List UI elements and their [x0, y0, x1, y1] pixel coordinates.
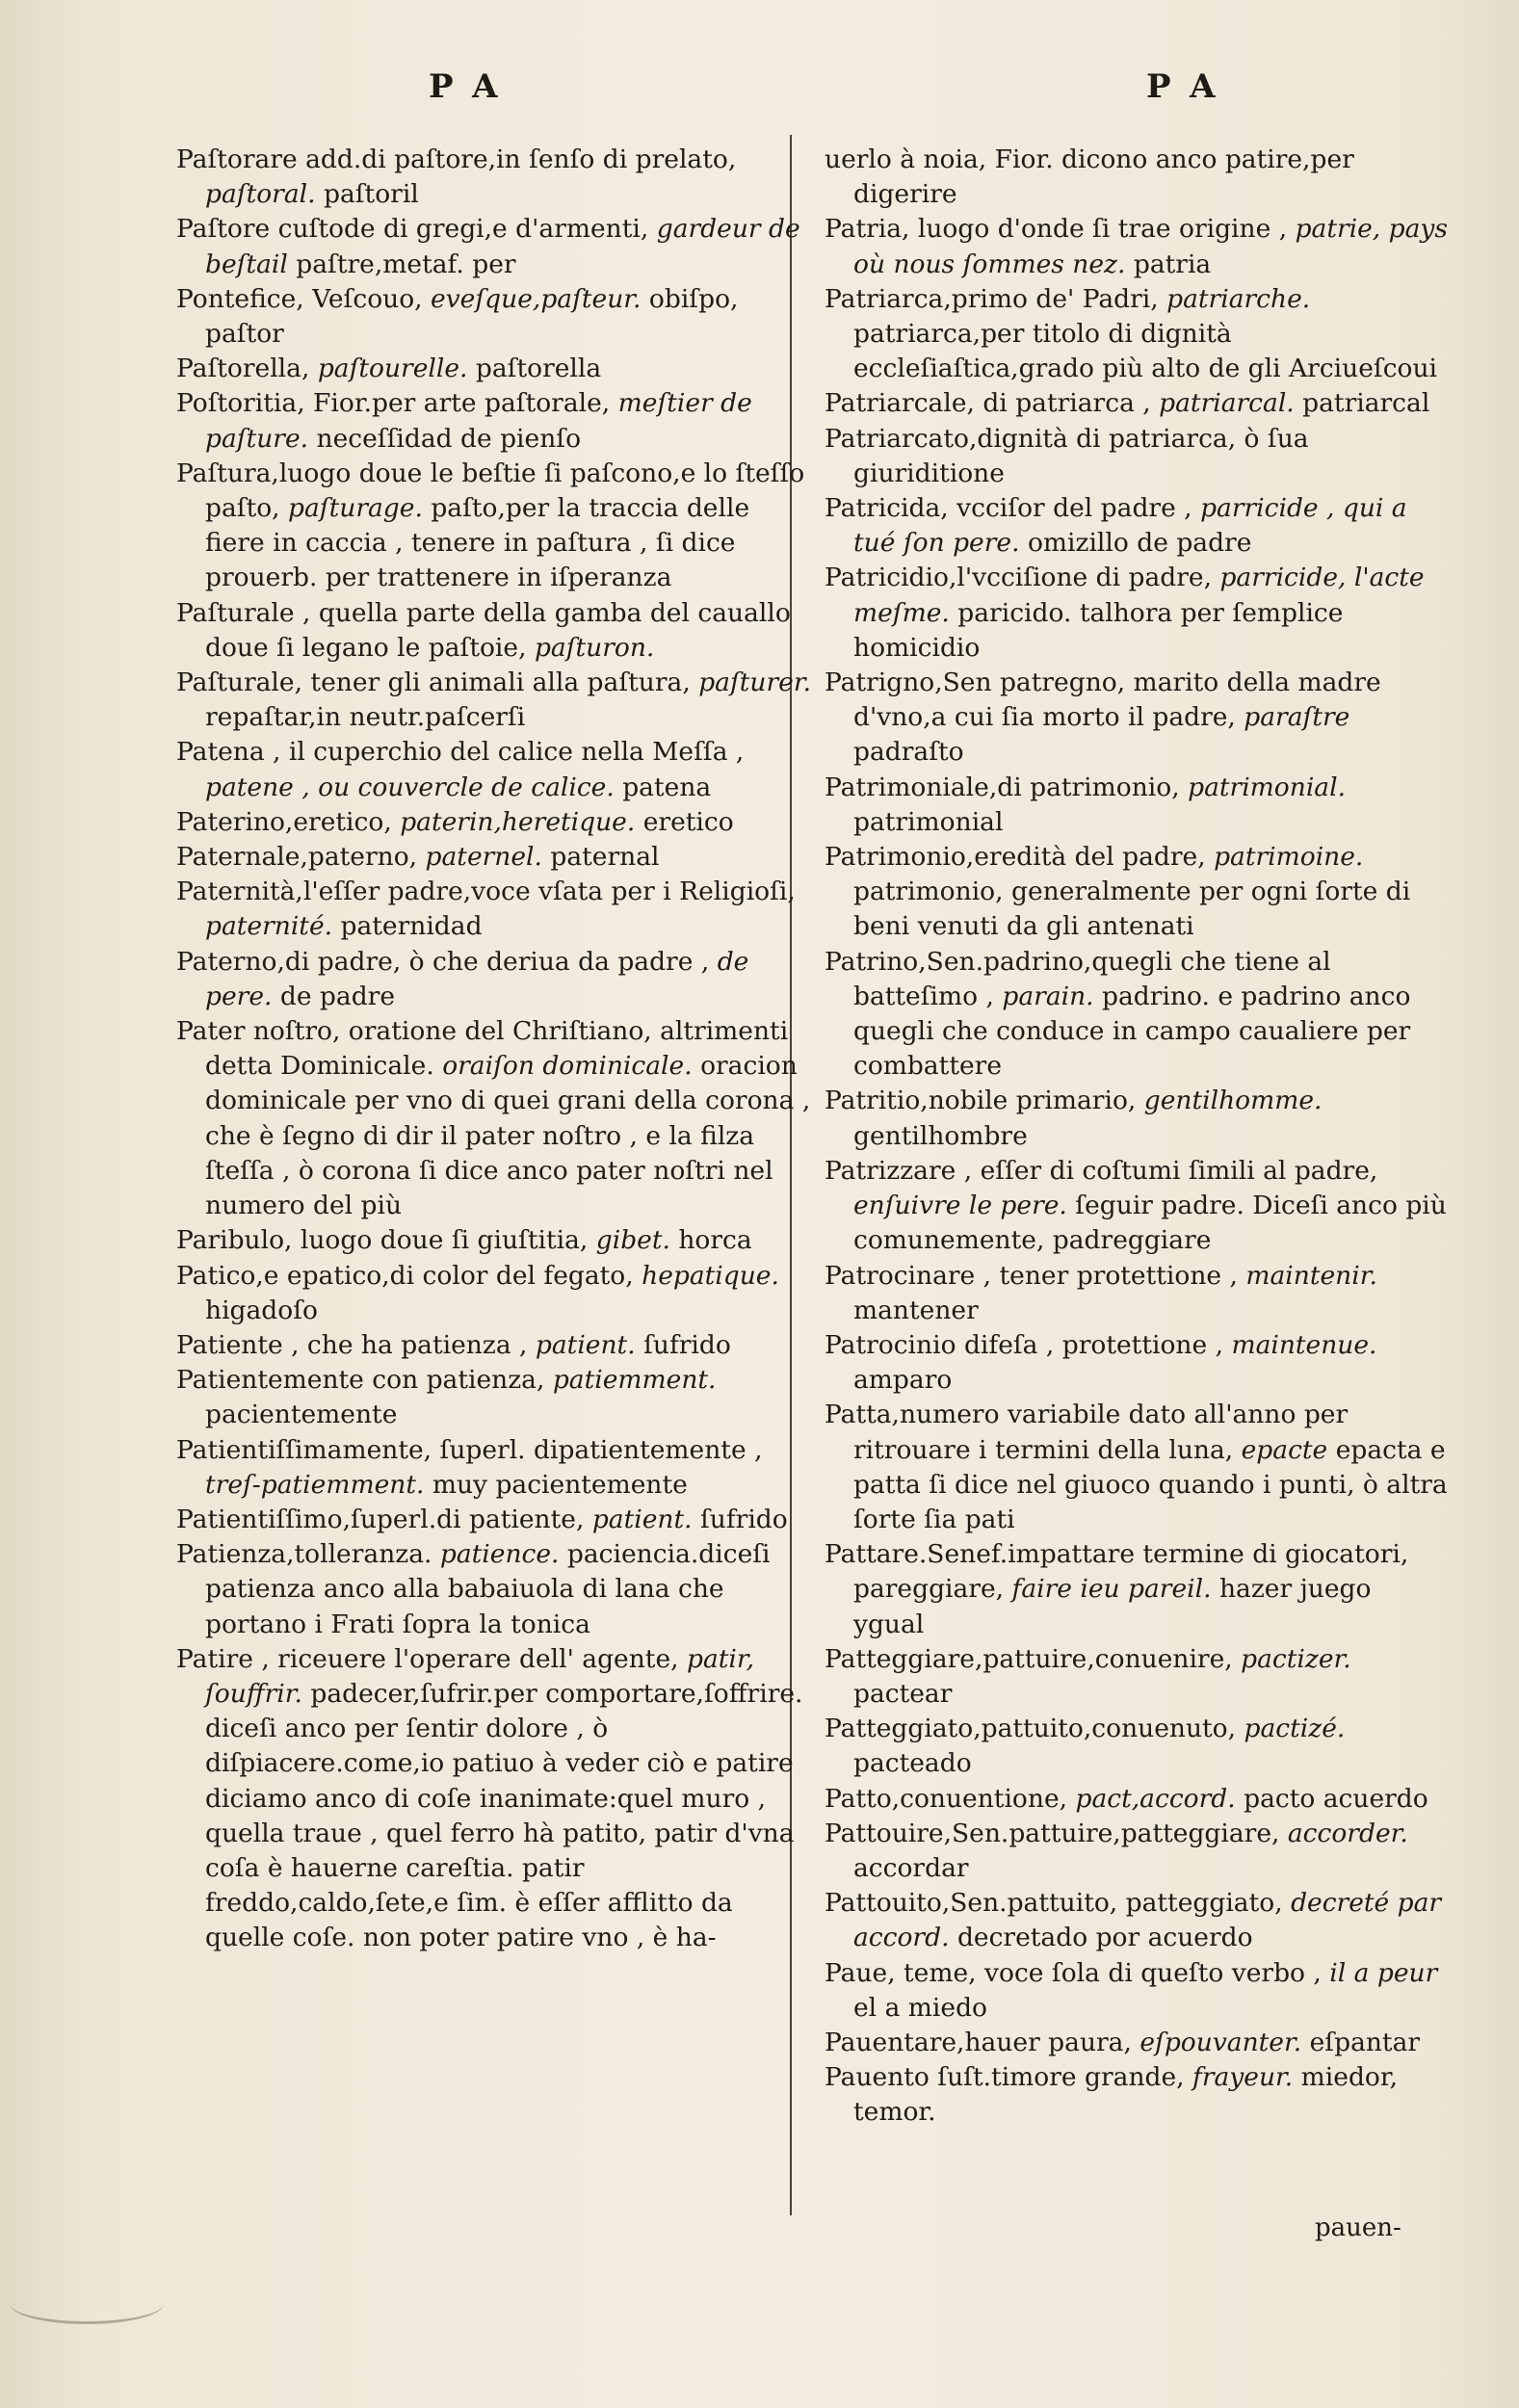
entry-spanish-tail: muy pacientemente [432, 1469, 688, 1500]
entry-spanish-tail: padecer,ſufrir.per comportare,ſoffrire. diceſi anco per ſentir dolore , ò diſpiacere.come,io patiuo à veder ciò e patire diciamo anco di coſe inanimate:quel muro , quella traue , quel ferro hà patito, patir d'vna coſa è hauerne careſtia. patir freddo,caldo,ſete,e ſim. è eſſer afflitto da quelle coſe. non poter patire vno , è ha- [205, 1678, 803, 1953]
entry-text: Poſtoritia, Fior.per arte paſtorale, [176, 388, 611, 419]
entry-spanish-tail: eſpantar [1309, 2027, 1421, 2057]
dictionary-entry [176, 282, 812, 352]
entry-spanish-tail: neceſſidad de pienſo [316, 423, 582, 454]
entry-text: Pattouire,Sen.pattuire,patteggiare, [825, 1818, 1280, 1848]
entry-text: uerlo à noia, Fior. dicono anco patire,per digerire [825, 144, 1354, 210]
dictionary-entry [825, 386, 1449, 421]
dictionary-entry [176, 735, 812, 804]
entry-text: Paribulo, luogo doue ſi giuſtitia, [176, 1225, 589, 1256]
entry-text: Patiente , che ha patienza , [176, 1329, 528, 1360]
entry-french-gloss: patience. [439, 1539, 560, 1570]
entry-french-gloss: patient. [535, 1329, 636, 1360]
dictionary-entry [825, 1537, 1449, 1642]
dictionary-entry [825, 1328, 1449, 1398]
entry-text: Patrigno,Sen patregno, marito della madre d'vno,a cui ſia morto il padre, [825, 667, 1381, 733]
entry-text: Patrocinio difeſa , protettione , [825, 1329, 1223, 1360]
entry-text: Patena , il cuperchio del calice nella Meſſa , [176, 737, 745, 768]
entry-french-gloss: faire ieu pareil. [1011, 1574, 1212, 1605]
entry-spanish-tail: accordar [853, 1852, 969, 1883]
entry-spanish-tail: epacta e patta ſi dice nel giuoco quando i punti, ò altra ſorte ſia pati [853, 1434, 1448, 1534]
dictionary-entry [825, 1398, 1449, 1537]
entry-french-gloss: maintenue. [1231, 1329, 1377, 1360]
entry-text: Paterino,eretico, [176, 806, 392, 837]
entry-french-gloss: patriarche. [1166, 283, 1311, 314]
dictionary-entry [176, 805, 812, 840]
entry-spanish-tail: ſufrido [643, 1329, 731, 1360]
entry-text: Paſtore cuſtode di gregi,e d'armenti, [176, 214, 649, 245]
entry-text: Patico,e epatico,di color del fegato, [176, 1260, 634, 1291]
entry-french-gloss: de pere. [205, 946, 749, 1011]
entry-text: Paternità,l'eſſer padre,voce vſata per i Religioſi, [176, 877, 796, 907]
entry-text: Patientiſſimo,ſuperl.di patiente, [176, 1504, 585, 1534]
entry-french-gloss: patrimoine. [1214, 842, 1364, 873]
entry-text: Paternale,paterno, [176, 842, 418, 873]
dictionary-entry [176, 457, 812, 596]
dictionary-entry [825, 1642, 1449, 1712]
entry-french-gloss: paſturer. [698, 667, 812, 698]
dictionary-entry [825, 1712, 1449, 1781]
entry-french-gloss: oraiſon dominicale. [442, 1051, 693, 1082]
dictionary-entry [176, 1642, 812, 1956]
dictionary-entry [825, 143, 1449, 212]
dictionary-entry [825, 1782, 1449, 1817]
entry-spanish-tail: patrimonial [853, 806, 1004, 837]
entry-text: Pattare.Senef.impattare termine di giocatori, pareggiare, [825, 1539, 1409, 1605]
entry-text: Patientiſſimamente, ſuperl. dipatientemente , [176, 1434, 763, 1465]
entry-french-gloss: decreté par accord. [853, 1888, 1442, 1953]
entry-french-gloss: paterin,heretique. [400, 806, 636, 837]
entry-spanish-tail: mantener [853, 1295, 979, 1325]
entry-french-gloss: paraſtre [1244, 702, 1350, 733]
entry-text: Paſtorare add.di paſtore,in ſenſo di prelato, [176, 144, 737, 174]
entry-french-gloss: gibet. [595, 1225, 670, 1256]
entry-text: Patria, luogo d'onde ſi trae origine , [825, 214, 1288, 245]
dictionary-entry [825, 1817, 1449, 1886]
entry-spanish-tail: miedor, temor. [853, 2062, 1399, 2128]
left-running-head: PA [429, 67, 519, 106]
entry-french-gloss: pact,accord. [1075, 1783, 1236, 1814]
entry-text: Paſturale , quella parte della gamba del cauallo doue ſi legano le paſtoie, [176, 597, 791, 663]
catchword: pauen- [1315, 2213, 1401, 2242]
entry-text: Paſturale, tener gli animali alla paſtura, [176, 667, 691, 698]
entry-spanish-tail: paricido. talhora per ſemplice homicidio [853, 597, 1344, 663]
dictionary-entry [825, 491, 1449, 561]
entry-french-gloss: patient. [591, 1504, 693, 1534]
entry-spanish-tail: oracion dominicale per vno di quei grani della corona , che è ſegno di dir il pater noſtro , e la filza ſteſſa , ò corona ſi dice anco pater noſtri nel numero del più [205, 1051, 811, 1221]
entry-spanish-tail: patena [622, 772, 712, 802]
entry-french-gloss: eſpouvanter. [1139, 2027, 1302, 2057]
entry-spanish-tail: paſtoril [323, 179, 419, 210]
entry-text: Patricidio,l'vcciſione di padre, [825, 563, 1213, 593]
dictionary-entry [825, 1956, 1449, 2026]
entry-french-gloss: paternité. [205, 911, 333, 942]
dictionary-entry [176, 875, 812, 944]
entry-text: Patritio,nobile primario, [825, 1086, 1137, 1116]
entry-french-gloss: paſturon. [534, 632, 655, 663]
right-running-head: PA [1146, 67, 1237, 106]
dictionary-entry [825, 666, 1449, 771]
entry-spanish-tail: hazer juego ygual [853, 1574, 1372, 1639]
right-column [825, 143, 1449, 2131]
dictionary-entry [176, 596, 812, 666]
dictionary-entry [176, 212, 812, 281]
dictionary-entry [176, 666, 812, 735]
entry-text: Patrizzare , eſſer di coſtumi ſimili al padre, [825, 1155, 1378, 1186]
entry-spanish-tail: padraſto [853, 737, 964, 768]
entry-spanish-tail: amparo [853, 1365, 953, 1396]
entry-spanish-tail: higadoſo [205, 1295, 318, 1325]
dictionary-entry [176, 352, 812, 386]
entry-french-gloss: paſturage. [288, 493, 423, 524]
entry-french-gloss: paſtourelle. [317, 353, 468, 384]
entry-spanish-tail: pacteado [853, 1748, 972, 1779]
dictionary-entry [825, 212, 1449, 281]
entry-text: Patto,conuentione, [825, 1783, 1068, 1814]
dictionary-entry [176, 1223, 812, 1258]
entry-spanish-tail: horca [678, 1225, 752, 1256]
entry-french-gloss: patriarcal. [1159, 388, 1295, 419]
entry-french-gloss: parricide, l'acte meſme. [853, 563, 1425, 628]
dictionary-entry [825, 771, 1449, 840]
entry-french-gloss: hepatique. [642, 1260, 779, 1291]
dictionary-entry [176, 1259, 812, 1328]
entry-spanish-tail: paſto,per la traccia delle fiere in caccia , tenere in paſtura , ſi dice prouerb. per trattenere in iſperanza [205, 493, 750, 593]
dictionary-entry [825, 2026, 1449, 2060]
entry-spanish-tail: omizillo de padre [1027, 528, 1252, 559]
entry-text: Pauentare,hauer paura, [825, 2027, 1132, 2057]
entry-spanish-tail: eretico [642, 806, 734, 837]
dictionary-entry [825, 945, 1449, 1085]
dictionary-entry [825, 561, 1449, 666]
entry-text: Pauento ſuſt.timore grande, [825, 2062, 1185, 2093]
entry-text: Patta,numero variabile dato all'anno per ritrouare i termini della luna, [825, 1400, 1349, 1465]
entry-text: Patienza,tolleranza. [176, 1539, 432, 1570]
entry-text: Patteggiato,pattuito,conuenuto, [825, 1714, 1237, 1744]
entry-french-gloss: paternel. [425, 842, 542, 873]
entry-text: Paterno,di padre, ò che deriua da padre , [176, 946, 710, 977]
dictionary-entry [825, 1154, 1449, 1259]
entry-text: Patrimoniale,di patrimonio, [825, 772, 1180, 802]
dictionary-entry [825, 2060, 1449, 2130]
entry-spanish-tail: patriarca,per titolo di dignità eccleſiaſtica,grado più alto de gli Arciueſcoui [853, 319, 1438, 384]
entry-french-gloss: patir, ſouffrir. [205, 1643, 755, 1709]
page-smudge [10, 2283, 164, 2324]
entry-spanish-tail: ſufrido [699, 1504, 788, 1534]
entry-french-gloss: pactizé. [1244, 1714, 1346, 1744]
dictionary-entry [176, 840, 812, 875]
dictionary-entry [176, 386, 812, 456]
entry-spanish-tail: paſtre,metaf. per [296, 249, 516, 279]
entry-text: Paue, teme, voce ſola di queſto verbo , [825, 1957, 1322, 1988]
entry-text: Patriarcale, di patriarca , [825, 388, 1151, 419]
entry-spanish-tail: patriarcal [1302, 388, 1430, 419]
entry-text: Patrimonio,eredità del padre, [825, 842, 1206, 873]
entry-spanish-tail: patrimonio, generalmente per ogni ſorte di beni venuti da gli antenati [853, 877, 1411, 942]
entry-spanish-tail: repaſtar,in neutr.paſcerſi [205, 702, 526, 733]
entry-french-gloss: patiemment. [552, 1365, 717, 1396]
entry-spanish-tail: gentilhombre [853, 1120, 1028, 1151]
dictionary-entry [825, 840, 1449, 945]
entry-french-gloss: patene , ou couvercle de calice. [205, 772, 615, 802]
entry-french-gloss: frayeur. [1192, 2062, 1294, 2093]
entry-text: Pater noſtro, oratione del Chriſtiano, altrimenti detta Dominicale. [176, 1016, 789, 1082]
entry-spanish-tail: paciencia.diceſi patienza anco alla babaiuola di lana che portano i Frati ſopra la tonica [205, 1539, 771, 1639]
entry-spanish-tail: padrino. e padrino anco quegli che conduce in campo caualiere per combattere [853, 981, 1411, 1082]
entry-text: Patriarcato,dignità di patriarca, ò ſua giuriditione [825, 423, 1309, 488]
entry-spanish-tail: ſeguir padre. Diceſi anco più comunemente, padreggiare [853, 1191, 1447, 1256]
entry-french-gloss: patrimonial. [1188, 772, 1346, 802]
dictionary-entry [825, 1084, 1449, 1153]
dictionary-entry [825, 1259, 1449, 1328]
entry-french-gloss: eveſque,paſteur. [431, 283, 642, 314]
entry-spanish-tail: pactear [853, 1678, 953, 1709]
entry-french-gloss: meſtier de paſture. [205, 388, 752, 454]
entry-french-gloss: gentilhomme. [1143, 1086, 1323, 1116]
entry-text: Patteggiare,pattuire,conuenire, [825, 1643, 1233, 1674]
entry-spanish-tail: patria [1133, 249, 1212, 279]
entry-french-gloss: parain. [1002, 981, 1094, 1011]
dictionary-entry [825, 282, 1449, 387]
entry-french-gloss: treſ-patiemment. [205, 1469, 425, 1500]
entry-text: Patire , riceuere l'operare dell' agente, [176, 1643, 679, 1674]
dictionary-entry [176, 1014, 812, 1223]
entry-spanish-tail: decretado por acuerdo [956, 1923, 1253, 1953]
entry-french-gloss: epacte [1241, 1434, 1328, 1465]
entry-french-gloss: il a peur [1329, 1957, 1438, 1988]
entry-french-gloss: gardeur de beſtail [205, 214, 800, 279]
entry-text: Patriarca,primo de' Padri, [825, 283, 1159, 314]
left-column [176, 143, 812, 1956]
entry-spanish-tail: pacientemente [205, 1400, 398, 1430]
dictionary-entry [176, 945, 812, 1014]
entry-text: Pontefice, Veſcouo, [176, 283, 423, 314]
entry-french-gloss: paſtoral. [205, 179, 316, 210]
dictionary-entry [176, 1433, 812, 1503]
entry-text: Patrocinare , tener protettione , [825, 1260, 1238, 1291]
dictionary-entry [176, 1363, 812, 1432]
entry-text: Paſtorella, [176, 353, 310, 384]
dictionary-entry [825, 422, 1449, 491]
dictionary-entry [176, 1537, 812, 1642]
entry-text: Patrino,Sen.padrino,quegli che tiene al batteſimo , [825, 946, 1331, 1011]
dictionary-entry [176, 1328, 812, 1363]
entry-spanish-tail: paternal [550, 842, 660, 873]
entry-spanish-tail: paternidad [340, 911, 483, 942]
entry-spanish-tail: paſtorella [475, 353, 602, 384]
entry-spanish-tail: pacto acuerdo [1244, 1783, 1428, 1814]
entry-spanish-tail: obiſpo, paſtor [205, 283, 739, 350]
entry-text: Patientemente con patienza, [176, 1365, 545, 1396]
dictionary-entry [176, 1503, 812, 1537]
entry-text: Patricida, vcciſor del padre , [825, 493, 1192, 524]
entry-french-gloss: enſuivre le pere. [853, 1191, 1067, 1221]
entry-french-gloss: maintenir. [1245, 1260, 1377, 1291]
dictionary-entry [825, 1886, 1449, 1955]
entry-french-gloss: patrie, pays où nous ſommes nez. [853, 214, 1448, 279]
entry-text: Paſtura,luogo doue le beſtie ſi paſcono,e lo ſteſſo paſto, [176, 458, 805, 524]
entry-french-gloss: pactizer. [1241, 1643, 1351, 1674]
entry-spanish-tail: el a miedo [853, 1992, 988, 2023]
dictionary-entry [176, 143, 812, 212]
entry-french-gloss: accorder. [1287, 1818, 1408, 1848]
entry-french-gloss: parricide , qui a tué ſon pere. [853, 493, 1407, 559]
entry-text: Pattouito,Sen.pattuito, patteggiato, [825, 1888, 1283, 1919]
entry-spanish-tail: de padre [279, 981, 396, 1011]
